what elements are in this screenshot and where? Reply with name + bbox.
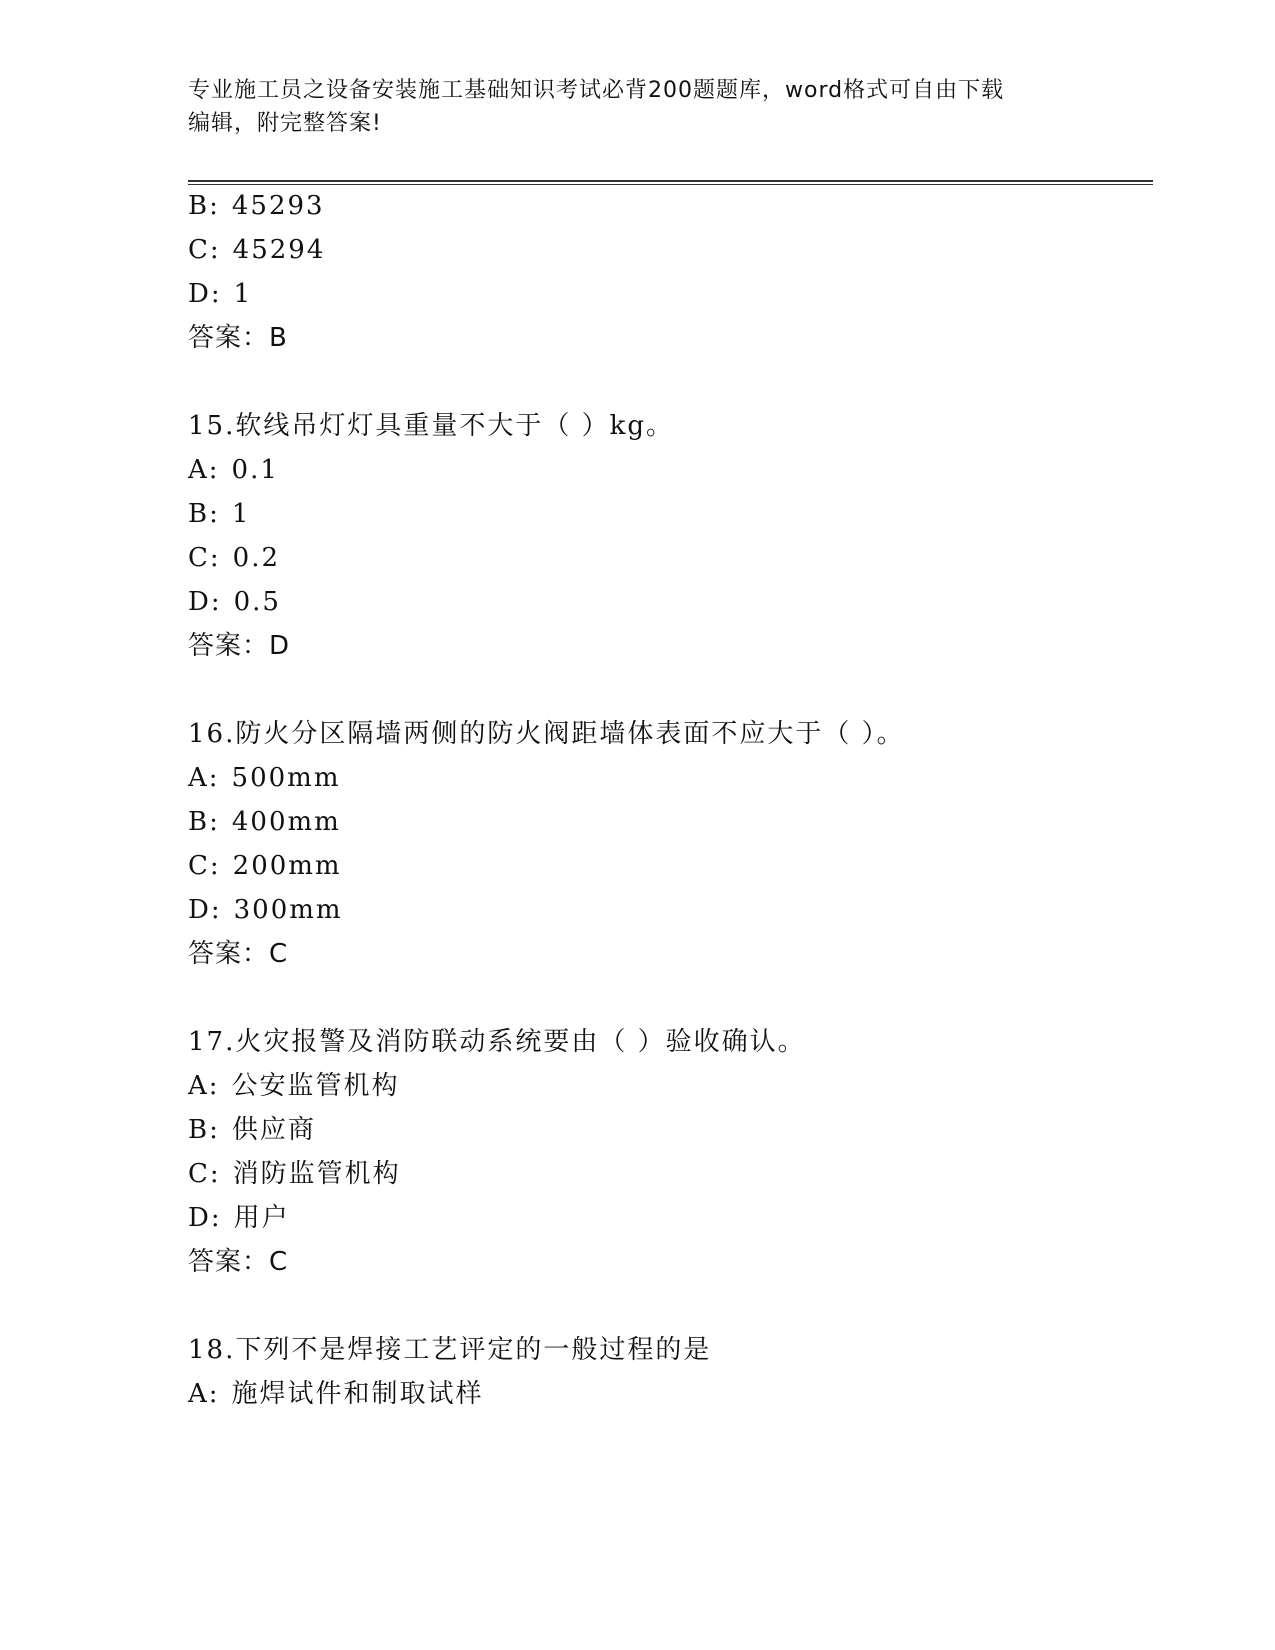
option-text: 用户 [233, 1203, 290, 1233]
answer-line: 答案：B [188, 323, 288, 353]
option-text: 0.1 [231, 455, 279, 485]
option-label: A: [188, 1379, 220, 1409]
option-label: D: [188, 587, 222, 617]
option-text: 500mm [231, 763, 341, 793]
option-b [188, 498, 250, 530]
option-text: 45293 [231, 191, 325, 221]
option-label: D: [188, 1203, 222, 1233]
option-d [188, 586, 281, 618]
option-a [188, 1378, 484, 1410]
option-a [188, 762, 340, 794]
header-title-line1: 专业施工员之设备安装施工基础知识考试必背200题题库，word格式可自由下载 [188, 78, 1005, 103]
question-18: 18.下列不是焊接工艺评定的一般过程的是 [188, 1335, 712, 1365]
question-16: 16.防火分区隔墙两侧的防火阀距墙体表面不应大于（ ）。 [188, 719, 905, 749]
question-15: 15.软线吊灯灯具重量不大于（ ）kg。 [188, 411, 675, 441]
option-text: 45294 [232, 235, 326, 265]
option-c [188, 542, 280, 574]
option-text: 1 [231, 499, 251, 529]
option-d [188, 894, 343, 926]
option-label: B: [188, 499, 220, 529]
option-text: 300mm [233, 895, 343, 925]
option-b [188, 190, 325, 222]
answer-line: 答案：C [188, 939, 289, 969]
header-divider-thin [188, 184, 1153, 185]
header-divider-thick [188, 180, 1153, 182]
option-label: B: [188, 1115, 220, 1145]
option-label: B: [188, 191, 220, 221]
option-d [188, 278, 252, 310]
document-header [188, 74, 1088, 140]
option-text: 消防监管机构 [232, 1159, 401, 1189]
option-label: C: [188, 543, 221, 573]
header-title-line2: 编辑，附完整答案! [188, 111, 382, 136]
option-b [188, 806, 341, 838]
option-c [188, 850, 342, 882]
option-text: 供应商 [231, 1115, 316, 1145]
option-label: D: [188, 279, 222, 309]
option-text: 0.2 [232, 543, 281, 573]
option-text: 200mm [232, 851, 342, 881]
option-b [188, 1114, 316, 1146]
option-c [188, 234, 325, 266]
option-c [188, 1158, 401, 1190]
option-label: C: [188, 851, 221, 881]
option-label: C: [188, 1159, 221, 1189]
option-text: 公安监管机构 [231, 1071, 400, 1101]
option-text: 400mm [231, 807, 341, 837]
option-text: 施焊试件和制取试样 [231, 1379, 484, 1409]
option-label: A: [188, 1071, 220, 1101]
option-a [188, 1070, 400, 1102]
option-label: D: [188, 895, 222, 925]
option-label: A: [188, 763, 220, 793]
answer-line: 答案：D [188, 631, 291, 661]
option-text: 1 [233, 279, 253, 309]
option-d [188, 1202, 290, 1234]
option-label: C: [188, 235, 221, 265]
question-17: 17.火灾报警及消防联动系统要由（ ）验收确认。 [188, 1027, 806, 1057]
option-text: 0.5 [233, 587, 281, 617]
option-label: B: [188, 807, 220, 837]
answer-line: 答案：C [188, 1247, 289, 1277]
option-a [188, 454, 279, 486]
option-label: A: [188, 455, 220, 485]
